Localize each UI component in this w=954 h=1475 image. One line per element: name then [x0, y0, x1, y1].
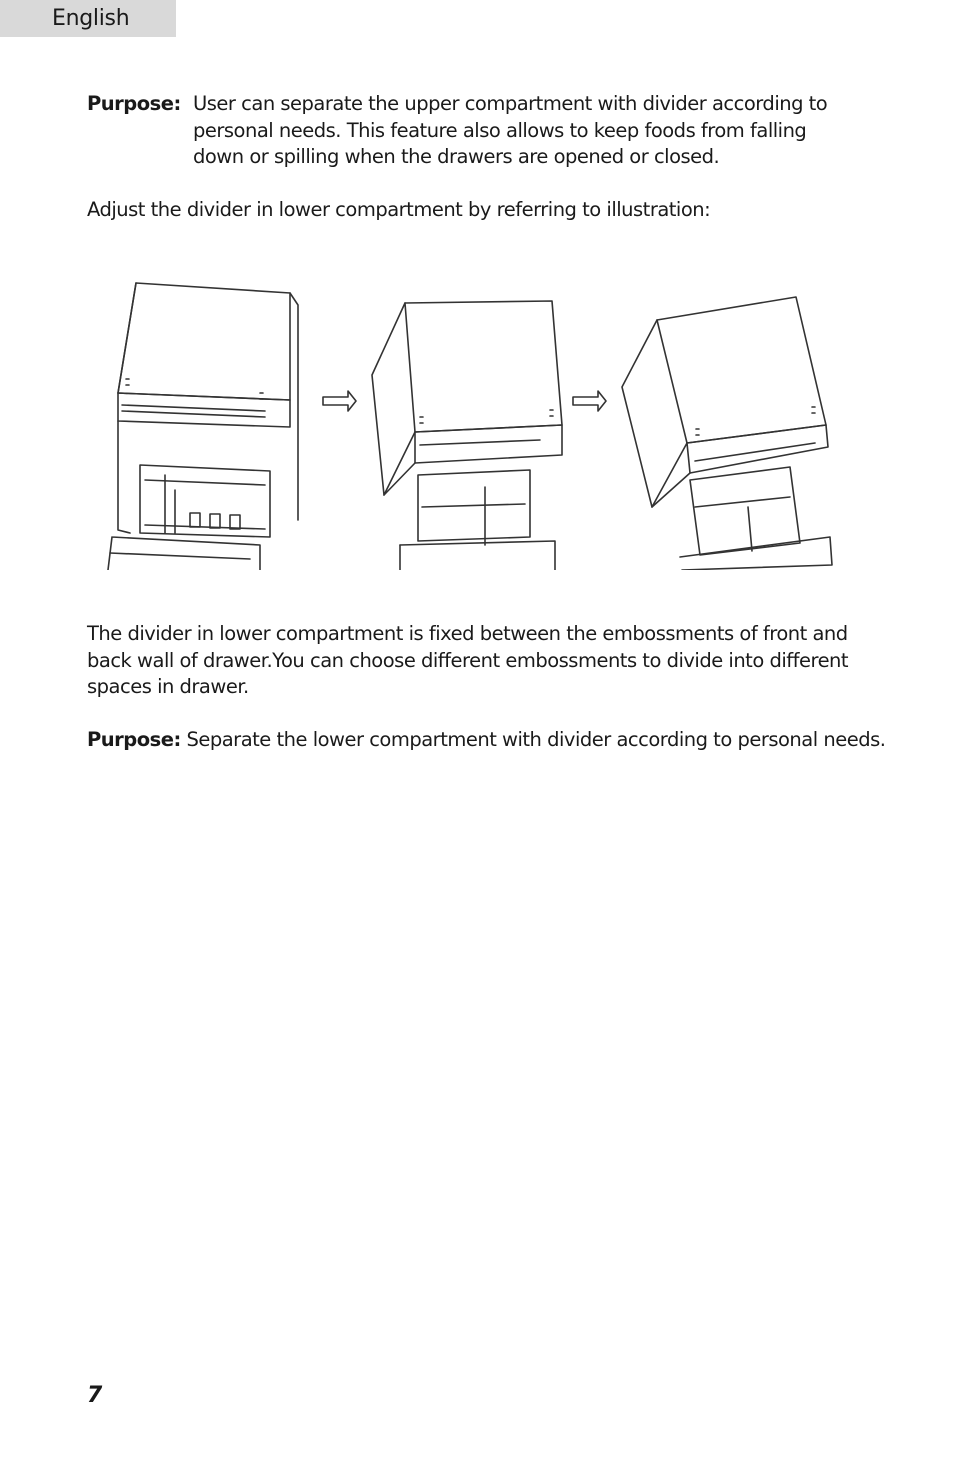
divider-description [87, 621, 887, 701]
drawer-divider-illustration [100, 275, 840, 570]
drawer-unit-3-illustration [622, 297, 832, 570]
text-line: down or spilling when the drawers are opened or closed. [193, 145, 720, 168]
purpose-label: Purpose: [87, 92, 181, 115]
text-line: back wall of drawer.You can choose different embossments to divide into different [87, 648, 849, 672]
page-number: 7 [87, 1383, 103, 1408]
text-line: spaces in drawer. [87, 675, 249, 698]
language-tab [0, 0, 176, 37]
purpose-label: Purpose: [87, 728, 181, 751]
purpose-upper-body [193, 91, 873, 171]
text-line: User can separate the upper compartment with divider according to [193, 92, 828, 115]
text-line: The divider in lower compartment is fixed between the embossments of front and [87, 622, 848, 645]
purpose-lower [87, 727, 885, 754]
purpose-lower-text: Separate the lower compartment with divider according to personal needs. [186, 728, 886, 751]
drawer-unit-1-illustration [108, 283, 298, 570]
arrow-right-icon [323, 391, 356, 411]
text-line: personal needs. This feature also allows to keep foods from falling [193, 118, 807, 142]
adjust-instruction: Adjust the divider in lower compartment by referring to illustration: [87, 198, 711, 221]
drawer-unit-2-illustration [372, 301, 562, 570]
language-label: English [52, 6, 130, 31]
arrow-right-icon [573, 391, 606, 411]
